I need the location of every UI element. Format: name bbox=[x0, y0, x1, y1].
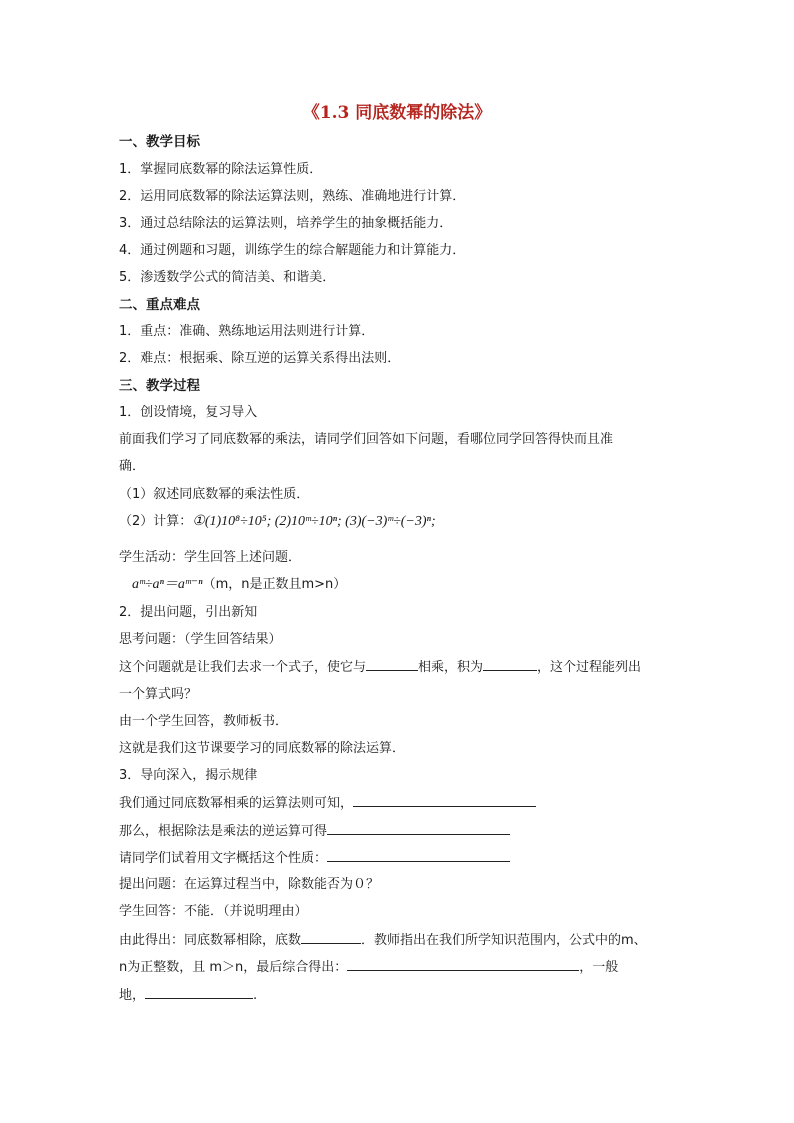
text-segment: 那么，根据除法是乘法的逆运算可得 bbox=[119, 824, 328, 839]
paragraph-line: 一个算式吗？ bbox=[119, 687, 198, 702]
step-heading: 1．创设情境，复习导入 bbox=[119, 405, 258, 420]
fill-blank bbox=[366, 658, 418, 671]
fill-blank bbox=[347, 958, 579, 971]
objective-item: 4．通过例题和习题，训练学生的综合解题能力和计算能力． bbox=[119, 243, 466, 258]
question-item: （1）叙述同底数幂的乘法性质． bbox=[119, 487, 310, 502]
text-segment: 我们通过同底数幂相乘的运算法则可知， bbox=[119, 796, 354, 811]
question-label: （2）计算： bbox=[119, 514, 193, 529]
text-segment: 请同学们试着用文字概括这个性质： bbox=[119, 851, 328, 866]
section-heading-key-points: 二、重点难点 bbox=[119, 297, 200, 313]
text-segment: 这个问题就是让我们去求一个式子，使它与 bbox=[119, 660, 367, 675]
objective-item: 1．掌握同底数幂的除法运算性质． bbox=[119, 162, 323, 177]
paragraph-line bbox=[119, 849, 510, 868]
fill-blank bbox=[301, 931, 361, 944]
paragraph-line: 学生回答：不能．（并说明理由） bbox=[119, 904, 308, 919]
section-heading-objectives: 一、教学目标 bbox=[119, 134, 200, 150]
step-heading: 2．提出问题，引出新知 bbox=[119, 605, 258, 620]
objective-item: 5．渗透数学公式的简洁美、和谐美． bbox=[119, 270, 336, 285]
math-expression: ①(1)10⁸÷10⁵; (2)10ᵐ÷10ⁿ; (3)(−3)ᵐ÷(−3)ⁿ; bbox=[192, 514, 436, 529]
paragraph-line bbox=[119, 794, 536, 813]
text-segment: 相乘，积为 bbox=[418, 660, 484, 675]
step-heading: 3．导向深入，揭示规律 bbox=[119, 768, 258, 783]
fill-blank bbox=[327, 849, 510, 862]
fill-blank bbox=[353, 794, 536, 807]
paragraph-line bbox=[119, 958, 618, 977]
paragraph-line: 确． bbox=[119, 459, 146, 474]
paragraph-line: 这就是我们这节课要学习的同底数幂的除法运算． bbox=[119, 741, 406, 756]
paragraph-line bbox=[119, 986, 257, 1005]
text-segment: ，这个过程能列出 bbox=[537, 660, 642, 675]
text-segment: n为正整数，且 m＞n，最后综合得出： bbox=[119, 960, 348, 975]
paragraph-line bbox=[119, 931, 647, 950]
text-segment: 由此得出：同底数幂相除，底数 bbox=[119, 933, 302, 948]
formula-line bbox=[132, 576, 346, 594]
text-segment: ．教师指出在我们所学知识范围内，公式中的m、 bbox=[361, 933, 647, 948]
paragraph-line bbox=[119, 658, 641, 677]
text-segment: . bbox=[253, 988, 258, 1003]
fill-blank bbox=[145, 986, 253, 999]
question-item bbox=[119, 513, 436, 531]
paragraph-line: 前面我们学习了同底数幂的乘法，请同学们回答如下问题，看哪位同学回答得快而且准 bbox=[119, 432, 614, 447]
key-point-item: 1．重点：准确、熟练地运用法则进行计算． bbox=[119, 324, 375, 339]
text-segment: ，一般 bbox=[579, 960, 619, 975]
fill-blank bbox=[483, 658, 537, 671]
objective-item: 2．运用同底数幂的除法运算法则，熟练、准确地进行计算． bbox=[119, 189, 466, 204]
paragraph-line: 学生活动：学生回答上述问题． bbox=[119, 550, 302, 565]
fill-blank bbox=[327, 822, 510, 835]
paragraph-line: 思考问题：（学生回答结果） bbox=[119, 632, 282, 647]
formula-note: （m，n是正数且m>n） bbox=[202, 577, 347, 592]
text-segment: 地， bbox=[119, 988, 146, 1003]
section-heading-process: 三、教学过程 bbox=[119, 378, 200, 394]
formula: aᵐ÷aⁿ＝aᵐ⁻ⁿ bbox=[132, 577, 203, 592]
paragraph-line: 提出问题：在运算过程当中，除数能否为０？ bbox=[119, 877, 380, 892]
page-title: 《1.3 同底数幂的除法》 bbox=[302, 103, 492, 123]
paragraph-line bbox=[119, 822, 510, 841]
paragraph-line: 由一个学生回答，教师板书． bbox=[119, 714, 289, 729]
objective-item: 3．通过总结除法的运算法则，培养学生的抽象概括能力． bbox=[119, 216, 453, 231]
key-point-item: 2．难点：根据乘、除互逆的运算关系得出法则． bbox=[119, 351, 401, 366]
